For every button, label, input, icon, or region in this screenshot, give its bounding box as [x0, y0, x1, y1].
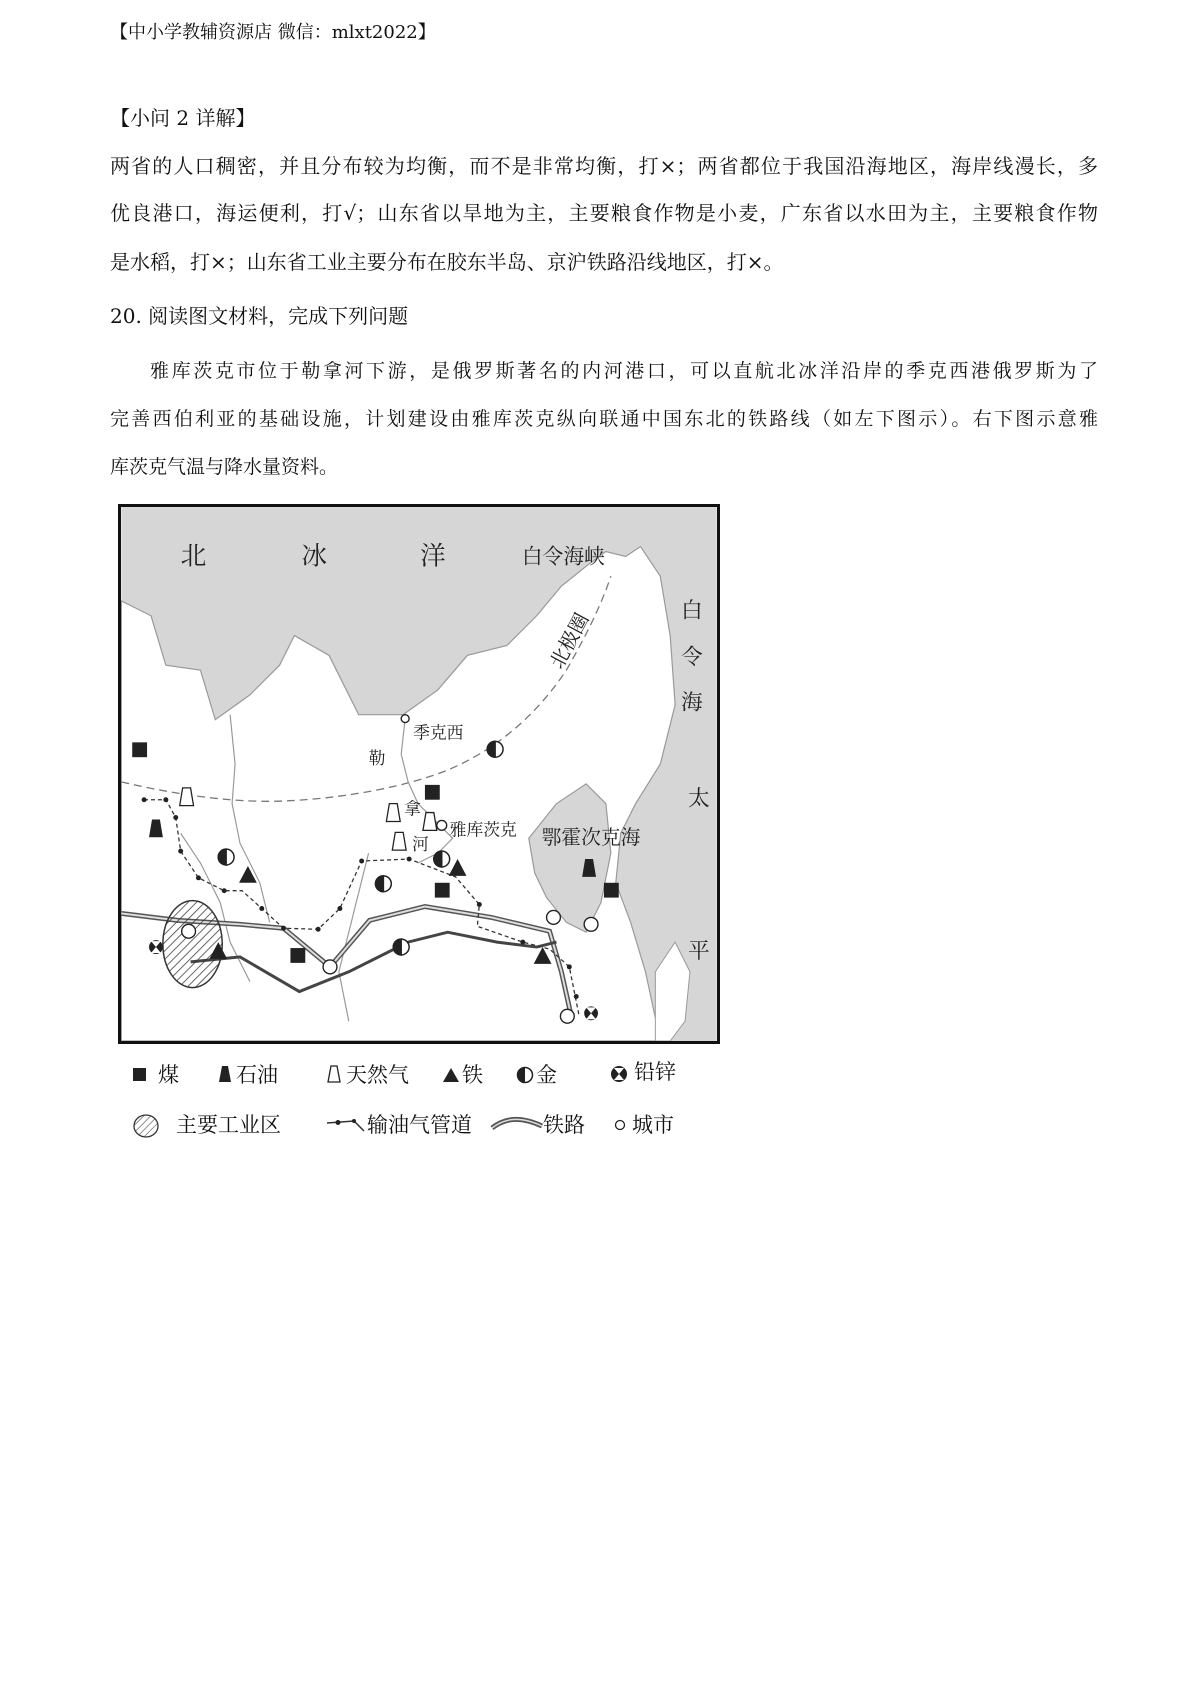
sub-question-heading: 【小问 2 详解】 — [110, 106, 256, 130]
label-pacific-2: 平 — [687, 938, 710, 964]
coal-icon — [132, 1067, 148, 1083]
legend-iron: 铁 — [462, 1063, 483, 1087]
legend-pipeline: 输油气管道 — [367, 1113, 472, 1137]
page-header-watermark: 【中小学教辅资源店 微信：mlxt2022】 — [110, 22, 436, 43]
legend-coal: 煤 — [158, 1063, 179, 1087]
railway-icon — [490, 1112, 544, 1132]
label-bering-sea-3: 海 — [681, 690, 703, 716]
industrial-zone-icon — [132, 1113, 160, 1139]
gold-icon — [516, 1066, 534, 1084]
label-okhotsk-sea: 鄂霍次克海 — [541, 826, 641, 850]
legend-gas: 天然气 — [346, 1063, 409, 1087]
city-icon — [614, 1119, 626, 1131]
label-tiksi: 季克西 — [413, 722, 464, 743]
label-arctic-ocean-3: 洋 — [419, 541, 446, 572]
iron-icon — [442, 1067, 460, 1083]
label-arctic-ocean-1: 北 — [180, 541, 207, 572]
gas-icon — [327, 1065, 341, 1083]
lead-zinc-icon — [609, 1064, 629, 1084]
legend-railway: 铁路 — [543, 1113, 585, 1137]
siberia-resource-map — [118, 504, 720, 1044]
label-arctic-circle: 北极圈 — [545, 609, 594, 673]
pipeline-icon — [326, 1113, 368, 1133]
label-pacific-1: 太 — [687, 786, 710, 812]
industrial-zone-area — [163, 901, 222, 988]
label-lena-2: 拿 — [404, 798, 421, 819]
label-lena-3: 河 — [412, 834, 429, 855]
legend-industrial-zone: 主要工业区 — [176, 1113, 281, 1137]
answer-line: 优良港口，海运便利，打√；山东省以旱地为主，主要粮食作物是小麦，广东省以水田为主，主要粮食作物 — [110, 201, 1098, 225]
material-line: 雅库茨克市位于勒拿河下游，是俄罗斯著名的内河港口，可以直航北冰洋沿岸的季克西港俄罗斯为了 — [150, 360, 1098, 382]
label-bering-sea-1: 白 — [681, 598, 703, 624]
material-line: 完善西伯利亚的基础设施，计划建设由雅库茨克纵向联通中国东北的铁路线（如左下图示）。右下图示意雅 — [110, 408, 1098, 430]
label-bering-strait: 白令海峡 — [521, 544, 605, 569]
oil-icon — [218, 1065, 232, 1083]
legend-city: 城市 — [632, 1113, 674, 1137]
legend-oil: 石油 — [236, 1063, 278, 1087]
answer-line: 是水稻，打×；山东省工业主要分布在胶东半岛、京沪铁路沿线地区，打×。 — [110, 250, 784, 274]
answer-line: 两省的人口稠密，并且分布较为均衡，而不是非常均衡，打×；两省都位于我国沿海地区，海岸线漫长，多 — [110, 154, 1098, 178]
legend-gold: 金 — [536, 1063, 557, 1087]
label-arctic-ocean-2: 冰 — [301, 541, 328, 572]
label-lena-1: 勒 — [368, 748, 386, 769]
question-title: 20. 阅读图文材料，完成下列问题 — [110, 304, 409, 328]
map-canvas — [121, 507, 717, 1041]
material-line: 库茨克气温与降水量资料。 — [110, 456, 339, 478]
label-yakutsk: 雅库茨克 — [449, 819, 517, 840]
legend-lead-zinc: 铅锌 — [634, 1060, 676, 1084]
label-bering-sea-2: 令 — [681, 645, 703, 671]
